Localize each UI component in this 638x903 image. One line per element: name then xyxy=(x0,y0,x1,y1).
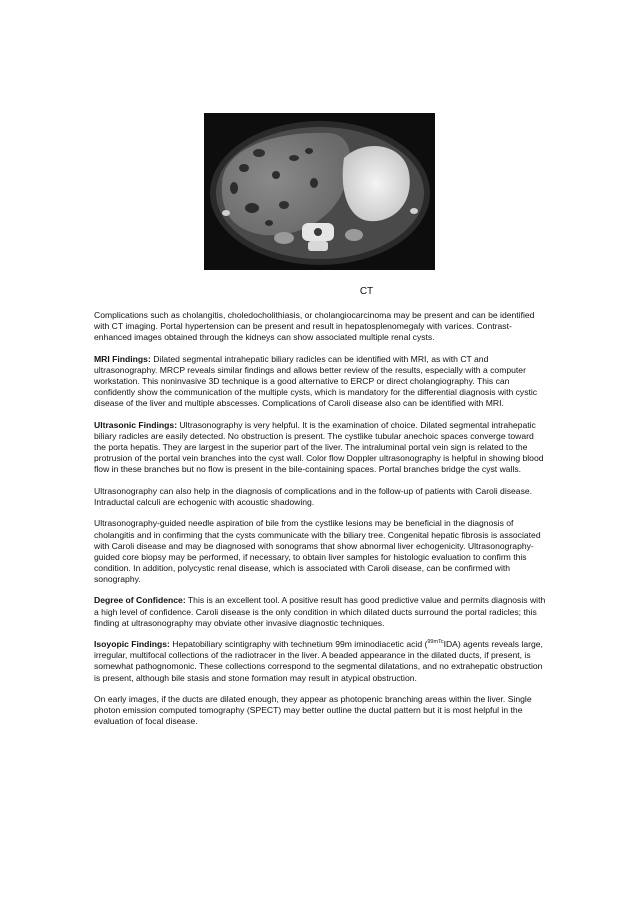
figure-caption: CT xyxy=(359,286,374,297)
isotopic-findings-paragraph xyxy=(94,639,546,683)
mri-findings-text: Dilated segmental intrahepatic biliary radicles can be identified with MRI, as with CT and ultrasonography. MRCP reveals similar findings and allows better review of the results, especially with a computer workstation. This noninvasive 3D technique is a good alternative to ERCP or direct cholangiography. This can confidently show the communication of the multiple cysts, which is mandatory for the differential diagnosis with cystic disease of the liver and multiple abscesses. Complications of Caroli disease also can be identified with MRI. xyxy=(94,353,538,409)
ultrasonic-findings-text: Ultrasonography is very helpful. It is the examination of choice. Dilated segmental intrahepatic biliary radicles are easily detected. No obstruction is present. The cystlike tubular anechoic spaces converge toward the porta hepatis. They are largest in the superior part of the liver. The intraluminal portal vein sign is related to the protrusion of the portal vein branches into the cyst wall. Color flow Doppler ultrasonography is helpful in showing blood flow in these branches but no flow is present in the bile-containing spaces. Portal branches bridge the cyst walls. xyxy=(94,419,544,475)
ultrasonic-findings-paragraph xyxy=(94,420,546,475)
early-images-paragraph: On early images, if the ducts are dilated enough, they appear as photopenic branching areas within the liver. Single photon emission computed tomography (SPECT) may better outline the ductal pattern but it is most helpful in the evaluation of focal disease. xyxy=(94,694,532,727)
complications-followup-paragraph: Ultrasonography can also help in the diagnosis of complications and in the follow-up of patients with Caroli disease. Intraductal calculi are echogenic with acoustic shadowing. xyxy=(94,485,533,507)
needle-aspiration-paragraph: Ultrasonography-guided needle aspiration of bile from the cystlike lesions may be beneficial in the diagnosis of cholangitis and in confirming that the cysts communicate with the biliary tree. Congenital hepatic fibrosis is associated with Caroli disease and may be diagnosed with sonograms that show abnormal liver echogenicity. Ultrasonography-guided core biopsy may be performed, if necessary, to obtain liver samples for histologic evaluation to confirm this condition. In addition, polycystic renal disease, which is associated with Caroli disease, can be confirmed with sonography. xyxy=(94,518,541,584)
ct-scan-graphic xyxy=(204,113,435,270)
isotopic-findings-heading: Isoyopic Findings: xyxy=(94,639,170,650)
ct-scan-image xyxy=(204,113,435,270)
degree-of-confidence-paragraph xyxy=(94,595,546,628)
degree-of-confidence-text: This is an excellent tool. A positive result has good predictive value and permits diagnosis with a high level of confidence. Caroli disease is the only condition in which dilated ducts surround the portal radicles; this finding at ultrasonography may obviate other invasive diagnostic techniques. xyxy=(94,595,546,628)
degree-of-confidence-heading: Degree of Confidence: xyxy=(94,595,186,606)
mri-findings-heading: MRI Findings: xyxy=(94,353,151,364)
article-body xyxy=(94,310,546,738)
isotopic-findings-text-b: IDA) agents reveals large, irregular, multifocal collections of the radiotracer in the liver. A beaded appearance in the dilated ducts, if present, is somewhat pathognomonic. These collections correspond to the segmental dilatations, and no extrahepatic obstruction is present, although bile stasis and stone formation may result in atypical obstruction. xyxy=(94,639,543,683)
isotopic-findings-text-a: Hepatobiliary scintigraphy with technetium 99m iminodiacetic acid ( xyxy=(169,639,428,650)
ultrasonic-findings-heading: Ultrasonic Findings: xyxy=(94,419,178,430)
isotope-superscript: 99mTc xyxy=(427,639,444,646)
ct-complications-paragraph: Complications such as cholangitis, choledocholithiasis, or cholangiocarcinoma may be present and can be identified with CT imaging. Portal hypertension can be present and result in hepatosplenomegaly with varices. Contrast-enhanced images obtained through the kidneys can show associated multiple renal cysts. xyxy=(94,310,535,343)
mri-findings-paragraph xyxy=(94,354,546,409)
